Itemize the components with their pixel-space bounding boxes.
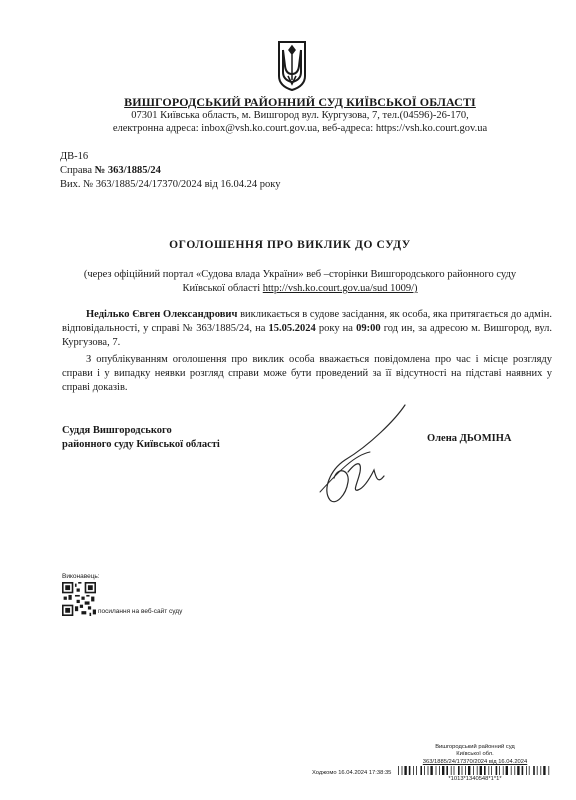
judge-name: Олена ДЬОМІНА <box>427 433 512 444</box>
summons-paragraph <box>62 308 552 350</box>
handwritten-signature <box>300 400 420 510</box>
executor-label: Виконавець: <box>62 573 100 580</box>
outgoing-number: 363/1885/24/17370/2024 <box>95 179 202 190</box>
stamp-court-line-1: Вишгородський районний суд <box>435 744 515 750</box>
portal-link[interactable]: http://vsh.ko.court.gov.ua/sud 1009/) <box>262 283 418 294</box>
case-line <box>60 164 161 177</box>
outgoing-date-label: від <box>204 179 221 190</box>
case-label: Справа <box>60 165 95 176</box>
portal-note <box>70 268 530 296</box>
outgoing-line <box>60 178 280 191</box>
qr-code-icon[interactable] <box>62 582 96 616</box>
stamp-document-number: 363/1885/24/17370/2024 від 16.04.2024 <box>422 758 528 765</box>
judge-title-line-2: районного суду Київської області <box>62 439 220 450</box>
outgoing-label: Вих. № <box>60 179 96 190</box>
stamp-timestamp: Ходжомо 16.04.2024 17:38:35 <box>312 770 392 776</box>
summons-text-2: року на <box>315 323 357 334</box>
judge-title-line-1: Суддя Вишгородського <box>62 425 172 436</box>
court-address: 07301 Київська область, м. Вишгород вул. Кургузова, 7, тел.(04596)-26-170, <box>131 110 469 121</box>
summons-text-3: год ин, за адресою м. Вишгород, вул. Кургузова, 7. <box>62 323 552 348</box>
hearing-date: 15.05.2024 <box>268 323 316 334</box>
form-code: ДВ-16 <box>60 151 89 162</box>
qr-caption: посилання на веб-сайт суду <box>98 608 183 615</box>
person-name: Неділько Євген Олександрович <box>86 309 238 320</box>
summons-text-1: викликається в судове засідання, як особа, яка притягається до адмін. відповідальності, у справі № 363/1885/24, на <box>62 309 552 334</box>
portal-text: (через офіційний портал «Судова влада України» веб –сторінки Вишгородського районного суду Київської області <box>83 269 517 294</box>
notice-title: ОГОЛОШЕННЯ ПРО ВИКЛИК ДО СУДУ <box>169 239 411 251</box>
judge-title <box>62 424 220 452</box>
stamp-barcode-number: *1013*1340548*1*1* <box>448 776 502 782</box>
outgoing-date: 16.04.24 року <box>220 179 281 190</box>
stamp-court-line-2: Київської обл. <box>456 751 494 758</box>
registration-stamp <box>398 744 552 766</box>
case-number: № 363/1885/24 <box>94 165 161 176</box>
barcode-icon <box>398 766 552 775</box>
consequence-paragraph: З опублікуванням оголошення про виклик особа вважається повідомлена про час і місце розгляду справи і у випадку неявки розгляд справи може бути проведений за її відсутності на підставі наявних у справі доказів. <box>62 354 552 393</box>
hearing-time: 09:00 <box>356 323 381 334</box>
court-name: ВИШГОРОДСЬКИЙ РАЙОННИЙ СУД КИЇВСЬКОЇ ОБЛАСТІ <box>124 95 476 109</box>
court-contacts: електронна адреса: inbox@vsh.ko.court.gov.ua, веб-адреса: https://vsh.ko.court.gov.ua <box>112 123 488 134</box>
coat-of-arms-icon <box>276 40 308 92</box>
